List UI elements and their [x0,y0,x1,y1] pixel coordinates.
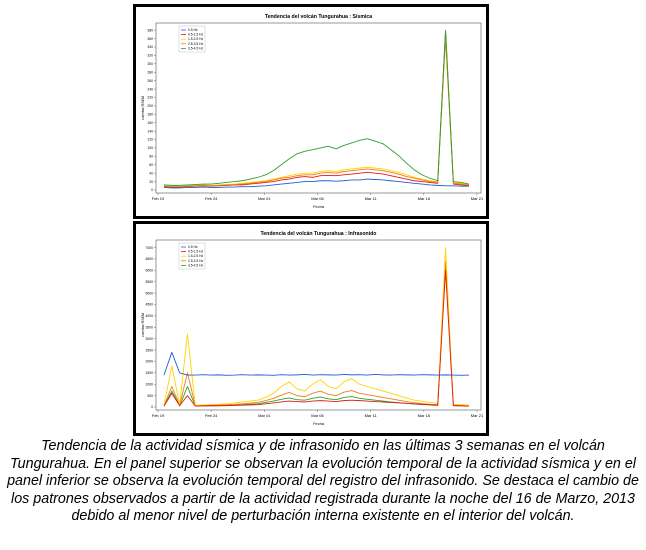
y-tick-label: 40 [149,171,153,176]
y-tick-label: 360 [147,36,153,41]
y-tick-label: 340 [147,45,153,50]
series-line-3 [164,248,469,406]
y-tick-label: 1000 [145,382,153,387]
y-tick-label: 20 [149,179,153,184]
legend-label: 3.5-4.5 Hz [188,263,204,268]
y-tick-label: 6000 [145,268,153,273]
y-tick-label: 3000 [145,336,153,341]
y-tick-label: 120 [147,137,153,142]
x-tick-label: Mar 21 [470,413,484,418]
legend-label: 0-5 Hz [188,245,198,249]
chart-title: Tendencia del volcán Tungurahua : Infrasonido [260,231,377,237]
y-tick-label: 4000 [145,314,153,319]
y-tick-label: 60 [149,162,153,167]
y-axis-label: cuentas RSEM [141,313,145,337]
series-line-2 [164,270,469,406]
legend-label: 2.5-3.5 Hz [188,41,204,46]
y-tick-label: 320 [147,53,153,58]
legend-label: 2.5-3.5 Hz [188,258,204,263]
x-tick-label: Mar 16 [417,413,431,418]
x-tick-label: Mar 16 [417,196,431,201]
series-line-2 [164,31,469,187]
infrasound-chart-panel [133,221,489,436]
series-line-3 [164,34,469,186]
x-tick-label: Feb 19 [151,196,165,201]
y-tick-label: 6500 [145,257,153,262]
x-tick-label: Feb 24 [204,413,218,418]
y-tick-label: 2500 [145,348,153,353]
x-tick-label: Feb 19 [151,413,165,418]
figure-caption: Tendencia de la actividad sísmica y de infrasonido en las últimas 3 semanas en el volcán Tungurahua. En el panel superior se observan la evolución temporal de la actividad sísmica y en el panel inferior se observa la evolución temporal del registro del infrasonido. Se destaca el cambio de los patrones observados a partir de la actividad registrada durante la noche del 16 de Marzo, 2013 debido al menor nivel de perturbación interna existente en el interior del volcán. [7,438,639,525]
seismic-chart [136,7,486,216]
y-tick-label: 4500 [145,302,153,307]
y-tick-label: 100 [147,146,153,151]
legend-label: 1.5-2.5 Hz [188,254,204,259]
series-line-5 [164,30,469,185]
x-axis-label: Fecha [312,421,325,426]
y-tick-label: 2000 [145,359,153,364]
series-line-1 [164,352,469,375]
seismic-chart-panel [133,4,489,219]
y-tick-label: 380 [147,28,153,33]
legend-label: 0.5-1.5 Hz [188,32,204,37]
y-tick-label: 500 [147,393,153,398]
y-tick-label: 180 [147,112,153,117]
infrasound-chart [136,224,486,433]
chart-title: Tendencia del volcán Tungurahua : Sísmica [264,14,373,20]
x-tick-label: Mar 01 [258,413,271,418]
x-tick-label: Mar 21 [470,196,484,201]
legend-label: 0.5-1.5 Hz [188,249,204,254]
x-tick-label: Mar 06 [311,413,324,418]
y-tick-label: 220 [147,95,153,100]
y-tick-label: 3500 [145,325,153,330]
y-tick-label: 80 [149,154,153,159]
y-tick-label: 0 [151,188,153,193]
x-tick-label: Mar 01 [258,196,271,201]
x-tick-label: Mar 06 [311,196,324,201]
x-tick-label: Mar 11 [364,413,377,418]
y-axis-label: cuentas RSEM [141,96,145,120]
y-tick-label: 1500 [145,371,153,376]
legend-label: 0-5 Hz [188,28,198,32]
y-tick-label: 260 [147,78,153,83]
y-tick-label: 200 [147,104,153,109]
x-tick-label: Mar 11 [364,196,377,201]
y-tick-label: 160 [147,120,153,125]
x-tick-label: Feb 24 [204,196,218,201]
y-tick-label: 7000 [145,245,153,250]
legend-label: 1.5-2.5 Hz [188,37,204,42]
y-tick-label: 5000 [145,291,153,296]
series-line-4 [164,39,469,187]
y-tick-label: 300 [147,62,153,67]
legend-label: 3.5-4.5 Hz [188,46,204,51]
y-tick-label: 0 [151,405,153,410]
series-line-5 [164,266,469,406]
y-tick-label: 240 [147,87,153,92]
y-tick-label: 5500 [145,279,153,284]
x-axis-label: Fecha [312,204,325,209]
y-tick-label: 280 [147,70,153,75]
y-tick-label: 140 [147,129,153,134]
